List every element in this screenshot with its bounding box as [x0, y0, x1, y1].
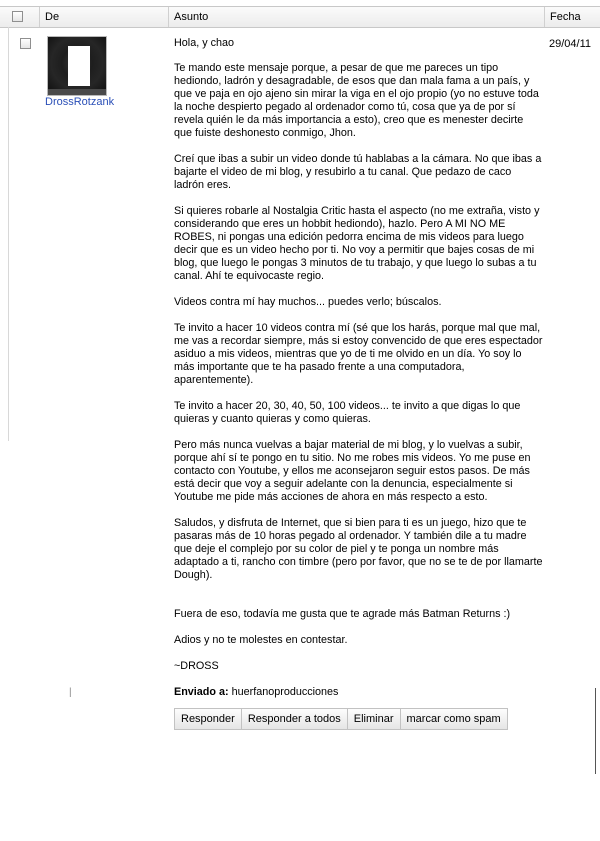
message-paragraph: Saludos, y disfruta de Internet, que si bien para ti es un juego, hizo que te pasaras más de 10 horas pegado al ordenador. Y también dile a tu madre que deje el complejo por su color de piel y te ponga un nombre más adaptado a ti, rancho con timbre (pero por favor, que no se te de por llamarte Dough).: [174, 517, 543, 581]
message-paragraph: Adios y no te molestes en contestar.: [174, 634, 348, 646]
mark-spam-button[interactable]: marcar como spam: [400, 708, 508, 730]
message-paragraph: Fuera de eso, todavía me gusta que te agrade más Batman Returns :): [174, 608, 511, 620]
right-divider: [595, 688, 596, 774]
header-subject[interactable]: Asunto: [168, 7, 544, 27]
action-buttons: [174, 708, 544, 730]
stray-mark: |: [69, 687, 72, 698]
sent-to: [174, 686, 544, 699]
inbox-header: [0, 6, 600, 28]
message-body: [174, 37, 544, 730]
header-from[interactable]: De: [39, 7, 168, 27]
message-paragraph: Si quieres robarle al Nostalgia Critic hasta el aspecto (no me extraña, visto y considerando que eres un hobbit hediondo), hazlo. Pero A MI NO ME ROBES, ni pongas una edición pedorra encima de mis videos para luego decir que es un video hecho por ti. No voy a permitir que bajes cosas de mi blog, que luego le pongas 3 minutos de tu trabajo, y que luego lo subas a tu canal. Ahí te equivocaste regio.: [174, 205, 540, 282]
message-paragraph: Te mando este mensaje porque, a pesar de que me pareces un tipo hediondo, ladrón y desagradable, de esos que dan mala fama a un país, y que ve paja en ojo ajeno sin mirar la viga en el ojo propio (yo no estuve toda la noche despierto pegado al ordenador como tú, cosa que ya de por sí revela quién le da más importancia a esto), creo que es menester decirte que fuiste deshonesto conmigo, Jhon.: [174, 62, 539, 139]
avatar[interactable]: [47, 36, 107, 96]
message-paragraph: Creí que ibas a subir un video donde tú hablabas a la cámara. No que ibas a bajarte el video de mi blog, y resubirlo a tu canal. Que pedazo de caco ladrón eres.: [174, 153, 542, 191]
message-select-checkbox[interactable]: [20, 38, 31, 49]
message-paragraph: Te invito a hacer 10 videos contra mí (sé que los harás, porque mal que mal, me vas a recordar siempre, más si estoy convencido de que eres espectador asiduo a mis videos, mientras que yo de ti me olvido en un día. Yo soy lo más importante que te ha pasado frente a una computadora, aparentemente).: [174, 322, 543, 386]
reply-all-button[interactable]: Responder a todos: [241, 708, 348, 730]
reply-button[interactable]: Responder: [174, 708, 242, 730]
message-paragraph: Te invito a hacer 20, 30, 40, 50, 100 videos... te invito a que digas lo que quieras y cuanto quieras y como quieras.: [174, 400, 521, 425]
message-date: 29/04/11: [549, 38, 592, 50]
sent-to-label: Enviado a:: [174, 686, 229, 698]
message-subject: Hola, y chao: [174, 37, 235, 49]
header-date[interactable]: Fecha: [544, 7, 600, 27]
message-paragraph: Videos contra mí hay muchos... puedes verlo; búscalos.: [174, 296, 442, 308]
delete-button[interactable]: Eliminar: [347, 708, 401, 730]
select-all-checkbox[interactable]: [12, 11, 23, 22]
message-paragraph: Pero más nunca vuelvas a bajar material de mi blog, y lo vuelvas a subir, porque ahí sí te pongo en tu sitio. No me robes mis videos. Yo me puse en contacto con Youtube, y ellos me aconsejaron seguir estos pasos. De más está decir que voy a seguir adelante con la denuncia, especialmente si Youtube me pide más acciones de ahora en más respecto a esto.: [174, 439, 531, 503]
sender-link[interactable]: DrossRotzank: [45, 96, 115, 108]
sent-to-recipient: huerfanoproducciones: [231, 686, 339, 698]
message-signature: ~DROSS: [174, 660, 219, 672]
left-divider: [8, 27, 9, 441]
header-select-cell: [0, 7, 39, 27]
